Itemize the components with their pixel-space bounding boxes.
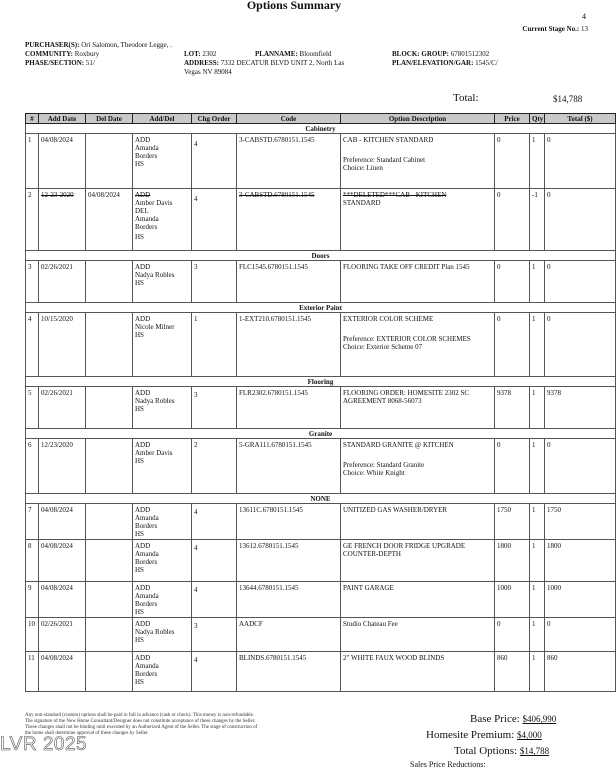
address-label: ADDRESS: bbox=[184, 59, 220, 67]
option-description-cell bbox=[341, 189, 495, 251]
chg-order: 4 bbox=[192, 652, 237, 692]
add-del-line: Borders bbox=[135, 558, 158, 566]
row-num: 5 bbox=[26, 387, 39, 429]
col-header-total: Total ($) bbox=[545, 114, 616, 124]
add-del-line: Amanda bbox=[135, 215, 159, 223]
option-choice: Choice: Linen bbox=[343, 164, 383, 172]
table-row bbox=[26, 618, 616, 652]
phase-value: 51/ bbox=[85, 59, 95, 67]
category-flooring: Flooring bbox=[26, 377, 616, 387]
category-row bbox=[26, 377, 616, 387]
purchasers-line bbox=[25, 41, 172, 50]
category-row bbox=[26, 251, 616, 261]
table-row bbox=[26, 261, 616, 303]
total-options-line bbox=[454, 745, 549, 757]
address-line bbox=[184, 59, 344, 68]
option-preference: Preference: EXTERIOR COLOR SCHEMES bbox=[343, 335, 471, 343]
category-row bbox=[26, 303, 616, 313]
community-line bbox=[25, 50, 99, 59]
price: 0 bbox=[495, 439, 530, 494]
base-price-line bbox=[470, 713, 556, 725]
option-code: 3-CABSTD.6780151.1545 bbox=[237, 189, 341, 251]
row-num: 11 bbox=[26, 652, 39, 692]
option-description-cell bbox=[341, 134, 495, 189]
option-description: FLOORING TAKE OFF CREDIT Plan 1545 bbox=[341, 261, 495, 303]
community-value: Roxbury bbox=[74, 50, 100, 58]
chg-order: 4 bbox=[192, 189, 237, 251]
add-del-line: ADD bbox=[135, 191, 151, 199]
add-del-cell bbox=[133, 439, 192, 494]
qty: 1 bbox=[530, 261, 545, 303]
add-del-line: ADD bbox=[135, 542, 151, 550]
add-del-line: Borders bbox=[135, 670, 158, 678]
add-date: 04/08/2024 bbox=[39, 652, 86, 692]
add-del-line: HS bbox=[135, 160, 144, 168]
chg-order: 4 bbox=[192, 134, 237, 189]
base-price-value: $406,990 bbox=[522, 714, 557, 724]
chg-order: 4 bbox=[192, 540, 237, 582]
del-date bbox=[86, 313, 133, 377]
current-stage bbox=[522, 25, 588, 33]
add-del-line: DEL bbox=[135, 207, 149, 215]
total: 1800 bbox=[545, 540, 616, 582]
add-del-line: ADD bbox=[135, 389, 151, 397]
add-del-cell bbox=[133, 618, 192, 652]
add-del-line: ADD bbox=[135, 441, 151, 449]
table-row bbox=[26, 134, 616, 189]
option-description-cell bbox=[341, 313, 495, 377]
option-code: AADCF bbox=[237, 618, 341, 652]
table-row bbox=[26, 313, 616, 377]
lot-line bbox=[184, 50, 216, 59]
add-del-line: HS bbox=[135, 405, 144, 413]
add-del-line: Borders bbox=[135, 522, 158, 530]
disclaimer-line: The signature of the New Home Consultant/Designer does not constitute acceptance of these changes by the Seller. bbox=[25, 719, 256, 724]
col-header-num: # bbox=[26, 114, 39, 124]
add-date: 04/08/2024 bbox=[39, 504, 86, 540]
add-del-cell bbox=[133, 582, 192, 618]
qty: 1 bbox=[530, 134, 545, 189]
row-num: 9 bbox=[26, 582, 39, 618]
planname-label: PLANNAME: bbox=[255, 50, 298, 58]
add-del-line: HS bbox=[135, 233, 144, 241]
option-description: STANDARD GRANITE @ KITCHEN bbox=[343, 441, 454, 449]
category-row bbox=[26, 494, 616, 504]
add-del-cell bbox=[133, 313, 192, 377]
page-number: 4 bbox=[582, 12, 586, 21]
qty: 1 bbox=[530, 313, 545, 377]
add-del-line: Borders bbox=[135, 152, 158, 160]
del-date: 04/08/2024 bbox=[86, 189, 133, 251]
chg-order: 1 bbox=[192, 313, 237, 377]
add-del-line: Amanda bbox=[135, 144, 159, 152]
option-description: 2" WHITE FAUX WOOD BLINDS bbox=[341, 652, 495, 692]
price: 0 bbox=[495, 261, 530, 303]
add-del-line: Nadya Robles bbox=[135, 271, 175, 279]
add-del-line: Amber Davis bbox=[135, 449, 173, 457]
price: 0 bbox=[495, 313, 530, 377]
add-del-line: HS bbox=[135, 608, 144, 616]
group-value: 67801512302 bbox=[450, 50, 490, 58]
col-header-add-del: Add/Del bbox=[133, 114, 192, 124]
disclaimer-line: the home shall determine approval of these changes by Seller. bbox=[25, 731, 149, 736]
add-del-line: Nadya Robles bbox=[135, 628, 175, 636]
option-code: 3-CABSTD.6780151.1545 bbox=[237, 134, 341, 189]
stage-label: Current Stage No.: bbox=[522, 25, 580, 33]
add-del-line: ADD bbox=[135, 506, 151, 514]
col-header-qty: Qty bbox=[530, 114, 545, 124]
category-granite: Granite bbox=[26, 429, 616, 439]
add-del-line: HS bbox=[135, 530, 144, 538]
total: 1750 bbox=[545, 504, 616, 540]
add-del-line: ADD bbox=[135, 136, 151, 144]
add-del-line: ADD bbox=[135, 584, 151, 592]
add-del-cell bbox=[133, 134, 192, 189]
add-del-line: Nadya Robles bbox=[135, 397, 175, 405]
option-choice: Choice: Exterior Scheme 07 bbox=[343, 343, 423, 351]
total-options-label: Total Options: bbox=[454, 745, 518, 757]
category-row bbox=[26, 124, 616, 134]
planname-line bbox=[255, 50, 331, 59]
qty: 1 bbox=[530, 618, 545, 652]
total: 0 bbox=[545, 313, 616, 377]
row-num: 10 bbox=[26, 618, 39, 652]
add-del-line: HS bbox=[135, 331, 144, 339]
table-header-row bbox=[26, 114, 616, 124]
price: 1750 bbox=[495, 504, 530, 540]
add-del-cell bbox=[133, 540, 192, 582]
add-del-line: ADD bbox=[135, 654, 151, 662]
add-del-line: HS bbox=[135, 636, 144, 644]
chg-order: 4 bbox=[192, 504, 237, 540]
qty: 1 bbox=[530, 439, 545, 494]
lot-label: LOT: bbox=[184, 50, 201, 58]
del-date bbox=[86, 261, 133, 303]
row-num: 1 bbox=[26, 134, 39, 189]
del-date bbox=[86, 387, 133, 429]
phase-line bbox=[25, 59, 95, 68]
total-options-value: $14,788 bbox=[519, 746, 550, 756]
total: 0 bbox=[545, 439, 616, 494]
table-row bbox=[26, 439, 616, 494]
phase-label: PHASE/SECTION: bbox=[25, 59, 85, 67]
option-code: 5-GRA111.6780151.1545 bbox=[237, 439, 341, 494]
add-del-line: ADD bbox=[135, 620, 151, 628]
chg-order: 4 bbox=[192, 582, 237, 618]
homesite-premium-label: Homesite Premium: bbox=[426, 729, 515, 741]
del-date bbox=[86, 504, 133, 540]
row-num: 8 bbox=[26, 540, 39, 582]
sales-price-reductions-cutoff: Sales Price Reductions: bbox=[410, 760, 486, 769]
add-del-line: Amanda bbox=[135, 592, 159, 600]
price: 1000 bbox=[495, 582, 530, 618]
homesite-premium-value: $4,000 bbox=[517, 730, 542, 740]
chg-order: 3 bbox=[192, 618, 237, 652]
disclaimer-line: Any non-standard (custom) options shall be paid in full in advance (cash or check). This money is non-refundable. bbox=[25, 713, 255, 718]
address-line-2: Vegas NV 89084 bbox=[184, 68, 232, 76]
total: 0 bbox=[545, 134, 616, 189]
option-description-cell bbox=[341, 439, 495, 494]
col-header-chg-order: Chg Order bbox=[192, 114, 237, 124]
add-del-line: Amanda bbox=[135, 662, 159, 670]
del-date bbox=[86, 618, 133, 652]
del-date bbox=[86, 540, 133, 582]
category-doors: Doors bbox=[26, 251, 616, 261]
category-cabinetry: Cabinetry bbox=[26, 124, 616, 134]
qty: -1 bbox=[530, 189, 545, 251]
col-header-code: Code bbox=[237, 114, 341, 124]
option-description: Studio Chateau Fee bbox=[341, 618, 495, 652]
planname-value: Bloomfield bbox=[299, 50, 332, 58]
table-row bbox=[26, 387, 616, 429]
qty: 1 bbox=[530, 582, 545, 618]
total: 0 bbox=[545, 189, 616, 251]
document-title: Options Summary bbox=[246, 0, 342, 12]
option-code: FLC1545.6780151.1545 bbox=[237, 261, 341, 303]
total: 860 bbox=[545, 652, 616, 692]
qty: 1 bbox=[530, 540, 545, 582]
table-row bbox=[26, 540, 616, 582]
add-del-line: Borders bbox=[135, 223, 158, 231]
total: 0 bbox=[545, 618, 616, 652]
row-num: 2 bbox=[26, 189, 39, 251]
table-row bbox=[26, 582, 616, 618]
add-del-cell bbox=[133, 387, 192, 429]
address-value-1: 7332 DECATUR BLVD UNIT 2, North Las bbox=[220, 59, 345, 67]
purchasers-label: PURCHASER(S): bbox=[25, 41, 80, 49]
add-del-cell bbox=[133, 504, 192, 540]
add-date: 02/26/2021 bbox=[39, 261, 86, 303]
add-del-line: ADD bbox=[135, 263, 151, 271]
add-del-line: ADD bbox=[135, 315, 151, 323]
base-price-label: Base Price: bbox=[470, 713, 520, 725]
col-header-del-date: Del Date bbox=[86, 114, 133, 124]
add-del-cell bbox=[133, 261, 192, 303]
qty: 1 bbox=[530, 504, 545, 540]
option-description: UNITIZED GAS WASHER/DRYER bbox=[341, 504, 495, 540]
option-code: FLR2302.6780151.1545 bbox=[237, 387, 341, 429]
add-del-line: HS bbox=[135, 457, 144, 465]
add-del-line: Amber Davis bbox=[135, 199, 173, 207]
del-date bbox=[86, 134, 133, 189]
col-header-add-date: Add Date bbox=[39, 114, 86, 124]
option-description: CAB - KITCHEN STANDARD bbox=[343, 136, 434, 144]
add-date: 12-23-2020 bbox=[39, 189, 86, 251]
add-date: 10/15/2020 bbox=[39, 313, 86, 377]
row-num: 6 bbox=[26, 439, 39, 494]
qty: 1 bbox=[530, 387, 545, 429]
plan-elevation-line bbox=[392, 59, 498, 68]
lot-value: 2302 bbox=[202, 50, 217, 58]
price: 0 bbox=[495, 189, 530, 251]
add-del-line: HS bbox=[135, 678, 144, 686]
add-date: 02/26/2021 bbox=[39, 387, 86, 429]
total: 0 bbox=[545, 261, 616, 303]
community-label: COMMUNITY: bbox=[25, 50, 73, 58]
add-date: 04/08/2024 bbox=[39, 134, 86, 189]
add-del-cell bbox=[133, 652, 192, 692]
option-description: EXTERIOR COLOR SCHEME bbox=[343, 315, 434, 323]
options-table bbox=[25, 113, 616, 692]
option-choice: Choice: White Knight bbox=[343, 469, 405, 477]
disclaimer-line: These changes shall not be binding until executed by an Authorized Agent of the Seller. The stage of construction of bbox=[25, 725, 258, 730]
row-num: 3 bbox=[26, 261, 39, 303]
stage-value: 13 bbox=[581, 25, 588, 33]
block-label: BLOCK: bbox=[392, 50, 420, 58]
del-date bbox=[86, 652, 133, 692]
add-del-line: Borders bbox=[135, 600, 158, 608]
add-del-line: HS bbox=[135, 279, 144, 287]
del-date bbox=[86, 582, 133, 618]
option-description: GE FRENCH DOOR FRIDGE UPGRADE COUNTER-DEPTH bbox=[341, 540, 495, 582]
del-date bbox=[86, 439, 133, 494]
chg-order: 3 bbox=[192, 387, 237, 429]
chg-order: 2 bbox=[192, 439, 237, 494]
table-row bbox=[26, 504, 616, 540]
plan-elevation-label: PLAN/ELEVATION/GAR: bbox=[392, 59, 474, 67]
add-date: 04/08/2024 bbox=[39, 540, 86, 582]
homesite-premium-line bbox=[426, 729, 542, 741]
option-code: 1-EXT210.6780151.1545 bbox=[237, 313, 341, 377]
add-del-line: Amanda bbox=[135, 550, 159, 558]
add-del-line: Amanda bbox=[135, 514, 159, 522]
add-del-cell bbox=[133, 189, 192, 251]
option-preference: Preference: Standard Granite bbox=[343, 461, 425, 469]
option-description: FLOORING ORDER: HOMESITE 2302 SC AGREEMENT 8068-56073 bbox=[341, 387, 495, 429]
total: 1000 bbox=[545, 582, 616, 618]
total-label: Total: bbox=[453, 92, 479, 104]
qty: 1 bbox=[530, 652, 545, 692]
row-num: 4 bbox=[26, 313, 39, 377]
add-date: 04/08/2024 bbox=[39, 582, 86, 618]
total: 9378 bbox=[545, 387, 616, 429]
row-num: 7 bbox=[26, 504, 39, 540]
option-description: PAINT GARAGE bbox=[341, 582, 495, 618]
block-group-line bbox=[392, 50, 489, 59]
option-code: 13612.6780151.1545 bbox=[237, 540, 341, 582]
option-description-cont: STANDARD bbox=[343, 199, 381, 207]
watermark: LVR 2025 bbox=[0, 734, 88, 755]
category-none: NONE bbox=[26, 494, 616, 504]
option-code: 13611C.6780151.1545 bbox=[237, 504, 341, 540]
option-code: 13644.6780151.1545 bbox=[237, 582, 341, 618]
col-header-price: Price bbox=[495, 114, 530, 124]
price: 9378 bbox=[495, 387, 530, 429]
total-value: $14,788 bbox=[553, 94, 583, 104]
add-date: 02/26/2021 bbox=[39, 618, 86, 652]
price: 1800 bbox=[495, 540, 530, 582]
table-row bbox=[26, 189, 616, 251]
price: 860 bbox=[495, 652, 530, 692]
option-description: ***DELETED***CAB - KITCHEN bbox=[343, 191, 447, 199]
purchasers-value: Ori Salomon, Theodore Legge, . bbox=[81, 41, 172, 49]
price: 0 bbox=[495, 134, 530, 189]
category-row bbox=[26, 429, 616, 439]
table-row bbox=[26, 652, 616, 692]
add-date: 12/23/2020 bbox=[39, 439, 86, 494]
add-del-line: Nicole Milner bbox=[135, 323, 175, 331]
col-header-option-description: Option Description bbox=[341, 114, 495, 124]
option-preference: Preference: Standard Cabinet bbox=[343, 156, 426, 164]
group-label: GROUP: bbox=[421, 50, 449, 58]
plan-elevation-value: 1545/C/ bbox=[475, 59, 498, 67]
chg-order: 3 bbox=[192, 261, 237, 303]
option-code: BLINDS.6780151.1545 bbox=[237, 652, 341, 692]
price: 0 bbox=[495, 618, 530, 652]
add-del-line: HS bbox=[135, 566, 144, 574]
category-exterior-paint: Exterior Paint bbox=[26, 303, 616, 313]
